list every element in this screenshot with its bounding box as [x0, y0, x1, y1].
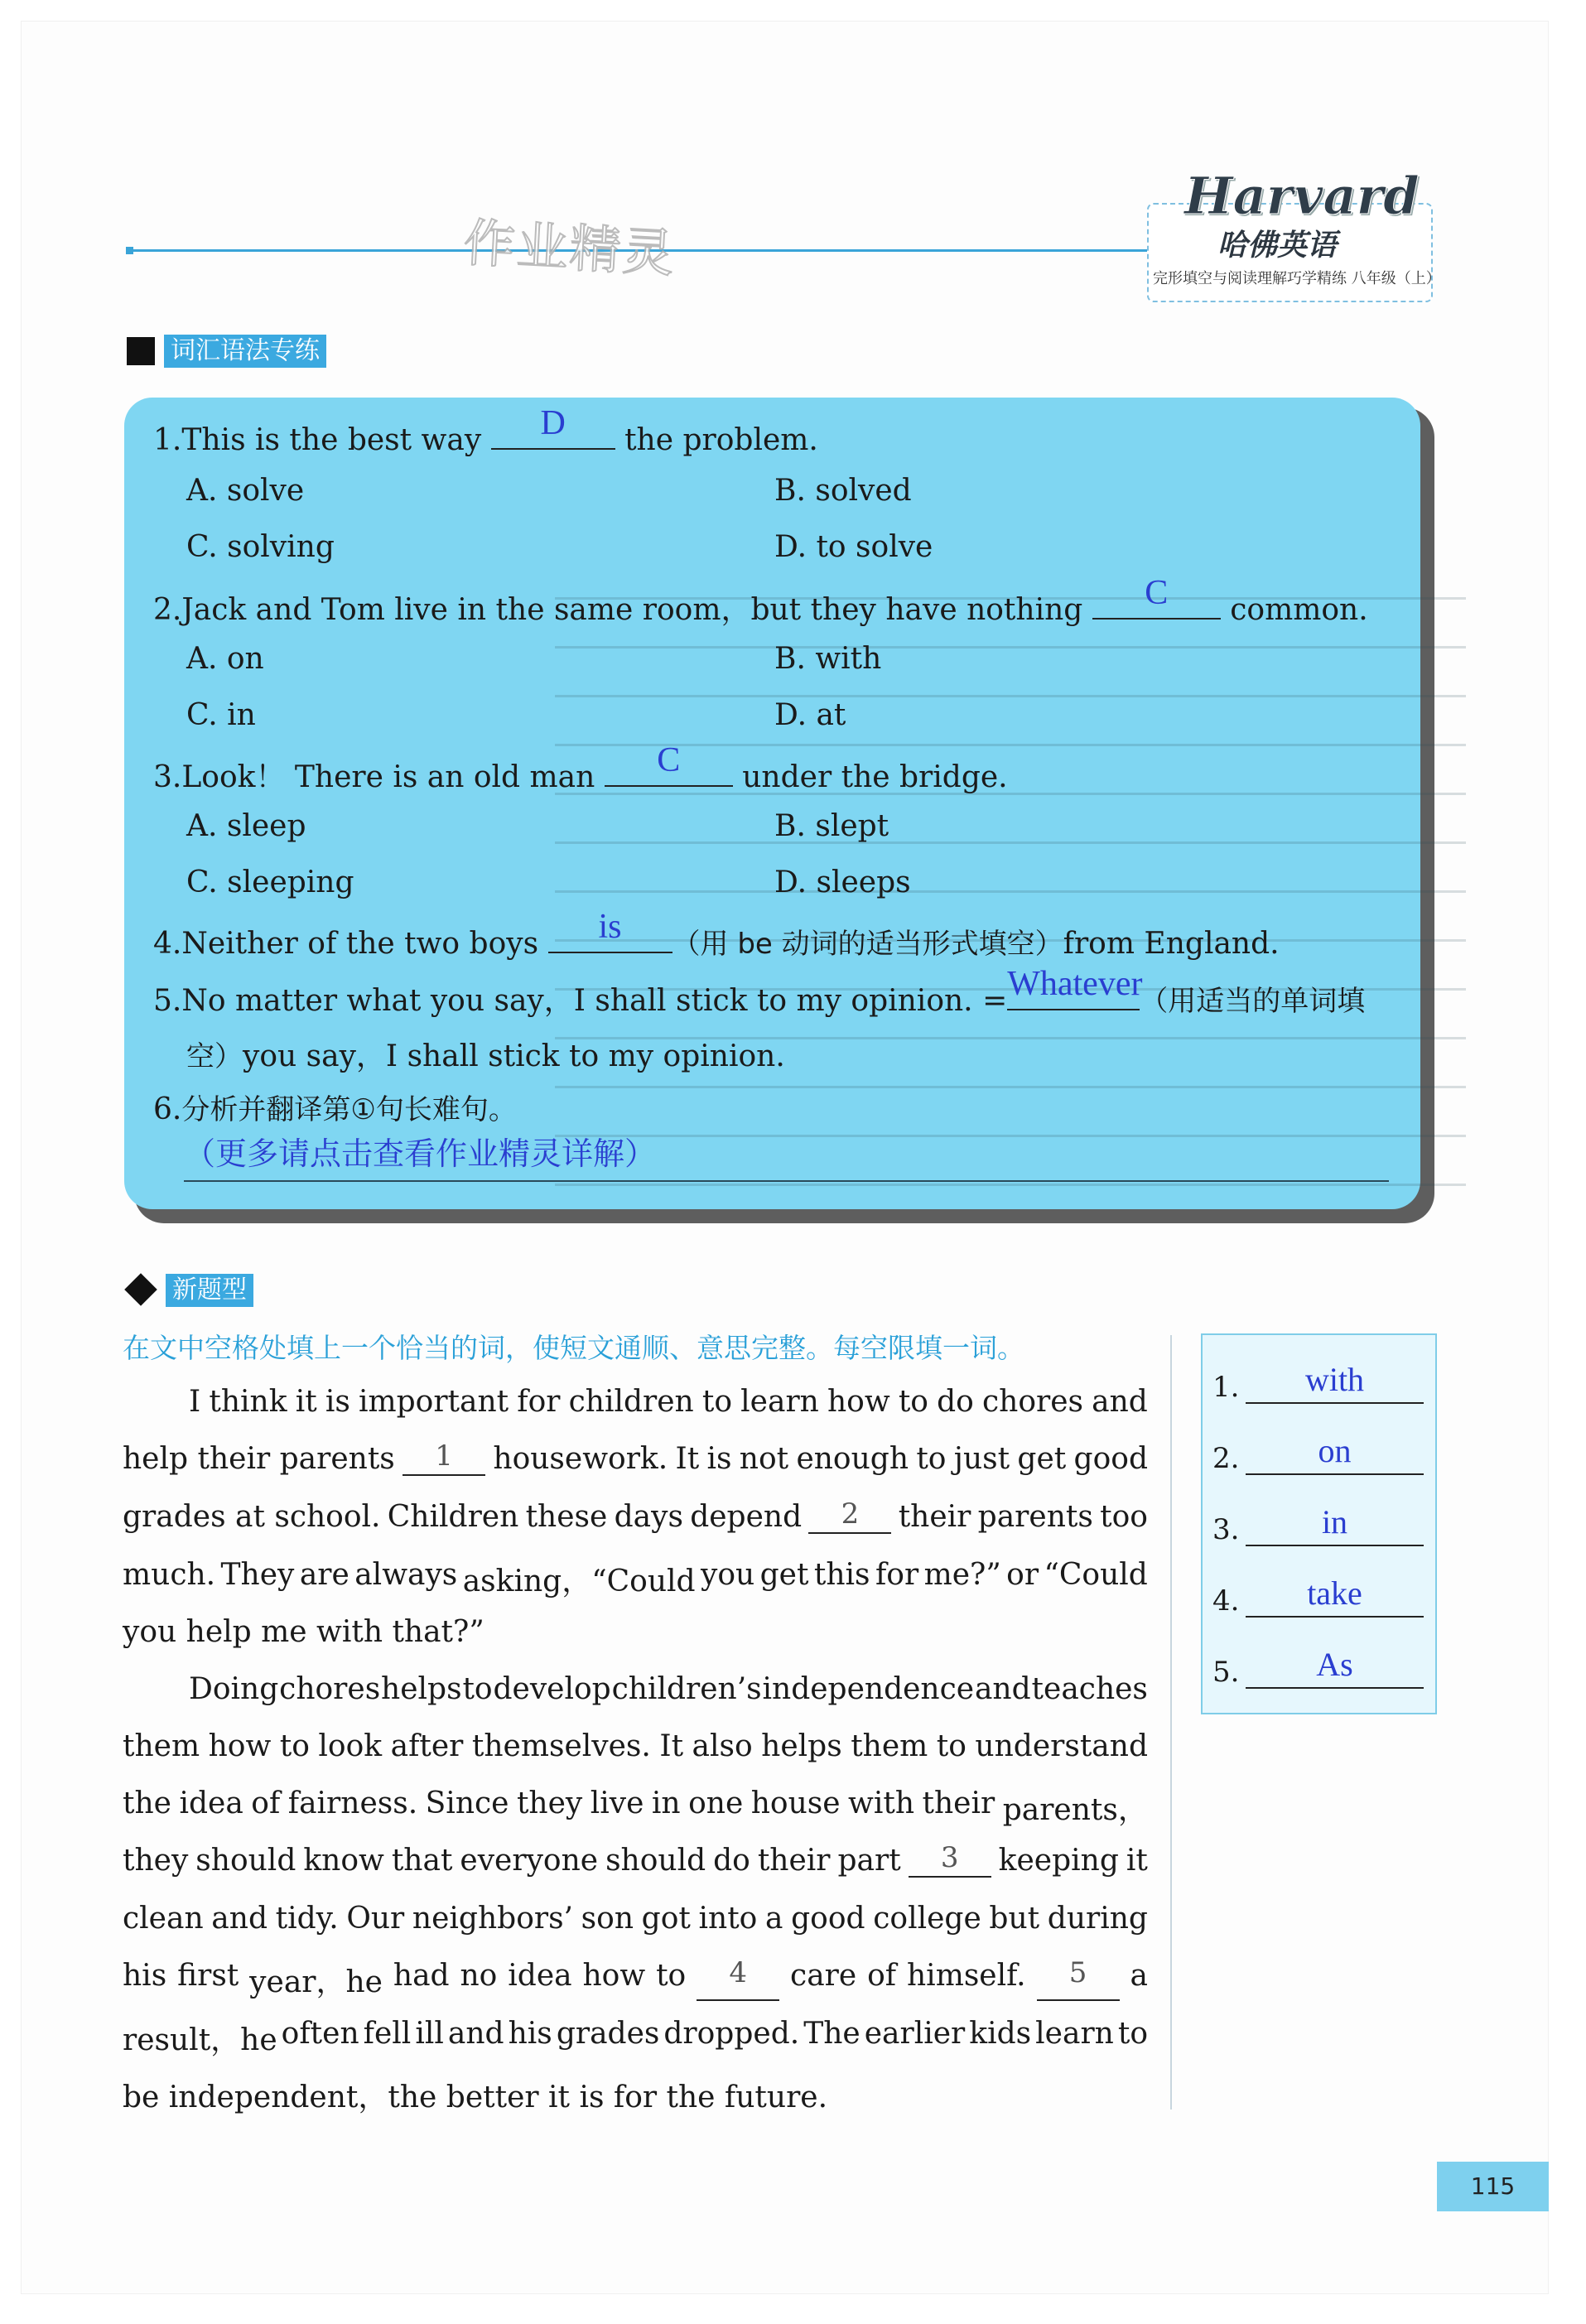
passage-word: after — [390, 1729, 464, 1763]
passage-word: to — [701, 1385, 733, 1419]
passage-line — [123, 1841, 1148, 1878]
passage-word: this — [813, 1558, 870, 1592]
passage-word: result，he — [123, 2023, 277, 2057]
passage-word: them — [851, 1729, 928, 1763]
passage-line — [123, 1615, 1148, 1649]
passage-word: be independent，the better it is for the future. — [123, 2081, 828, 2114]
passage-word: for — [517, 1385, 561, 1419]
passage-word: is — [706, 1442, 732, 1476]
answer-row: 2. on — [1212, 1425, 1424, 1475]
brand-logo-cn: 哈佛英语 — [1217, 229, 1338, 263]
passage-word: I — [189, 1385, 201, 1419]
option: D. sleeps — [774, 865, 911, 899]
option: B. with — [774, 642, 882, 676]
passage-word: Children — [387, 1500, 519, 1534]
answer-row: 1. with — [1212, 1354, 1424, 1404]
passage-word: everyone — [460, 1844, 599, 1878]
passage-word: fairness. — [287, 1786, 418, 1820]
passage-line — [123, 1902, 1148, 1936]
cloze-blank-3: 3 — [909, 1844, 991, 1878]
passage-word: part — [837, 1844, 901, 1878]
passage-word: you help me with that?” — [123, 1615, 484, 1649]
passage-word: idea — [508, 1959, 572, 1993]
passage-word: Since — [425, 1786, 509, 1820]
passage-word: dropped. — [663, 2017, 800, 2051]
passage-word: earlier — [864, 2017, 966, 2051]
passage-word: into — [698, 1902, 758, 1936]
passage-word: teaches — [1031, 1672, 1148, 1706]
passage-word: their — [898, 1500, 971, 1534]
passage-word: to — [936, 1729, 967, 1763]
passage-word: me?” — [923, 1558, 1001, 1592]
passage-word: It — [675, 1442, 700, 1476]
answer-blank: D — [491, 418, 615, 450]
passage-word: children — [568, 1385, 694, 1419]
passage-line — [123, 1439, 1148, 1476]
passage-word: live — [590, 1786, 644, 1820]
answer-row: 3. in — [1212, 1497, 1424, 1546]
passage-word: get — [1017, 1442, 1067, 1476]
option: A. sleep — [186, 809, 306, 843]
brand-logo-en: Harvard — [1184, 166, 1420, 226]
passage-word: in — [651, 1786, 681, 1820]
question-1: 1.This is the best way D the problem. — [153, 404, 818, 457]
passage-word: develop — [493, 1672, 611, 1706]
question-5: 5.No matter what you say，I shall stick to my opinion. = Whatever （用适当的单词填 — [153, 965, 1366, 1018]
passage-word: too — [1100, 1500, 1148, 1534]
passage-word: that — [391, 1844, 453, 1878]
cloze-blank-1: 1 — [403, 1442, 485, 1476]
question-5-cont: 空）you say，I shall stick to my opinion. — [186, 1039, 785, 1073]
passage-line — [123, 1497, 1148, 1534]
passage-word: parents — [977, 1500, 1093, 1534]
passage-word: to — [916, 1442, 947, 1476]
passage-word: always — [354, 1558, 458, 1592]
passage-word: should — [605, 1844, 706, 1878]
passage-word: or — [1006, 1558, 1039, 1592]
option: C. in — [186, 698, 256, 732]
passage-word: grades at school. — [123, 1500, 381, 1534]
passage-word: himself. — [907, 1959, 1026, 1993]
passage-word: house — [750, 1786, 841, 1820]
passage-word: got — [641, 1902, 691, 1936]
option: B. slept — [774, 809, 889, 843]
passage-word: help their parents — [123, 1442, 395, 1476]
question-2: 2.Jack and Tom live in the same room，but they have nothing C common. — [153, 574, 1368, 627]
passage-word: asking，“Could — [462, 1565, 696, 1598]
passage-word: good — [1073, 1442, 1148, 1476]
passage-word: first — [177, 1959, 239, 1993]
passage-word: had — [393, 1959, 450, 1993]
passage-word: to — [1117, 2017, 1148, 2051]
passage-word: “Could — [1044, 1558, 1148, 1592]
passage-word: are — [299, 1558, 349, 1592]
passage-word: think — [209, 1385, 287, 1419]
passage-word: much. — [123, 1558, 216, 1592]
passage-line — [123, 1729, 1148, 1763]
option: B. solved — [774, 474, 912, 508]
passage-word: housework. — [493, 1442, 668, 1476]
passage-word: but — [989, 1902, 1040, 1936]
passage-word: chores — [279, 1672, 381, 1706]
passage-word: look — [318, 1729, 383, 1763]
passage-word: should — [195, 1844, 296, 1878]
passage-word: year，he — [249, 1965, 383, 1999]
passage-line — [123, 1956, 1148, 2001]
passage-word: depend — [690, 1500, 803, 1534]
passage-word: children’s — [611, 1672, 762, 1706]
passage-line — [123, 1558, 1148, 1600]
passage-word: do — [713, 1844, 750, 1878]
option: C. sleeping — [186, 865, 354, 899]
question-4: 4.Neither of the two boys is （用 be 动词的适当形式填空）from England. — [153, 908, 1280, 961]
passage-word: to — [279, 1729, 310, 1763]
passage-word: a — [765, 1902, 783, 1936]
passage-word: often — [281, 2017, 359, 2051]
answer-blank: C — [1092, 588, 1221, 620]
question-6: 6.分析并翻译第①句长难句。 — [153, 1092, 517, 1126]
passage-word: a — [1130, 1959, 1148, 1993]
passage-line — [123, 2074, 1148, 2116]
passage-word: They — [220, 1558, 295, 1592]
passage-word: and — [447, 2017, 504, 2051]
passage-line — [123, 1786, 1148, 1829]
book-subtitle: 完形填空与阅读理解巧学精练 八年级（上） — [1153, 270, 1441, 287]
answer-blank: Whatever — [1007, 979, 1140, 1010]
answer-row: 4. take — [1212, 1568, 1424, 1618]
passage-word: college — [873, 1902, 981, 1936]
option: C. solving — [186, 530, 335, 564]
passage-word: learn — [740, 1385, 819, 1419]
instruction: 在文中空格处填上一个恰当的词，使短文通顺、意思完整。每空限填一词。 — [123, 1332, 1024, 1364]
passage-word: Doing — [189, 1672, 279, 1706]
watermark: 作业精灵 — [462, 212, 677, 284]
passage-word: their — [757, 1844, 831, 1878]
passage-word: The — [803, 2017, 860, 2051]
passage-word: chores — [981, 1385, 1083, 1419]
option: D. to solve — [774, 530, 933, 564]
passage-line — [189, 1672, 1148, 1706]
passage-word: of — [867, 1959, 897, 1993]
option: A. solve — [186, 474, 305, 508]
passage-word: his — [508, 2017, 552, 2051]
passage-word: idea — [179, 1786, 243, 1820]
passage-word: it — [1126, 1844, 1148, 1878]
passage-word: ill — [415, 2017, 444, 2051]
passage-word: independence — [762, 1672, 975, 1706]
cloze-blank-5: 5 — [1037, 1959, 1120, 2001]
passage-word: helps — [381, 1672, 462, 1706]
passage-word: is — [325, 1385, 350, 1419]
cloze-blank-4: 4 — [697, 1959, 779, 2001]
passage-word: them — [123, 1729, 200, 1763]
passage-word: not — [739, 1442, 789, 1476]
passage-word: tidy. — [275, 1902, 339, 1936]
passage-word: with — [848, 1786, 915, 1820]
passage-word: know — [303, 1844, 384, 1878]
passage-word: parents， — [1002, 1793, 1148, 1827]
passage-word: how — [827, 1385, 890, 1419]
passage-word: neighbors’ — [412, 1902, 574, 1936]
passage-word: keeping — [998, 1844, 1119, 1878]
passage-word: to — [656, 1959, 687, 1993]
passage-word: they — [516, 1786, 583, 1820]
passage-word: they — [123, 1844, 189, 1878]
passage-word: and — [211, 1902, 268, 1936]
passage-word: important — [358, 1385, 509, 1419]
passage-word: these — [525, 1500, 608, 1534]
passage-word: get — [759, 1558, 809, 1592]
passage-word: their — [922, 1786, 995, 1820]
passage-word: and — [1092, 1385, 1148, 1419]
passage-word: the — [123, 1786, 171, 1820]
passage-word: clean — [123, 1902, 204, 1936]
passage-word: and — [974, 1672, 1031, 1706]
answer-row: 5. As — [1212, 1639, 1424, 1689]
passage-word: care — [790, 1959, 857, 1993]
square-bullet-icon — [127, 337, 155, 365]
cloze-blank-2: 2 — [808, 1500, 891, 1534]
passage-word: grades — [556, 2017, 660, 2051]
passage-word: understand — [975, 1729, 1148, 1763]
passage-word: how — [208, 1729, 272, 1763]
answer-blank: is — [548, 922, 672, 953]
passage-word: Our — [346, 1902, 405, 1936]
section-tag-new-type: 新题型 — [166, 1274, 253, 1307]
passage-word: during — [1047, 1902, 1148, 1936]
option: A. on — [186, 642, 264, 676]
passage-line — [123, 2017, 1148, 2059]
passage-word: son — [581, 1902, 634, 1936]
passage-word: it — [295, 1385, 317, 1419]
passage-word: no — [460, 1959, 498, 1993]
answer-line — [184, 1180, 1389, 1182]
passage-word: just — [953, 1442, 1010, 1476]
question-3: 3.Look！ There is an old man C under the bridge. — [153, 741, 1008, 794]
passage-word: themselves. — [471, 1729, 651, 1763]
passage-word: fell — [363, 2017, 412, 2051]
passage-word: helps — [761, 1729, 842, 1763]
passage-word: learn — [1035, 2017, 1114, 2051]
answer-blank: C — [605, 755, 733, 787]
section-tag-vocab: 词汇语法专练 — [164, 335, 326, 368]
more-details-link[interactable]: （更多请点击查看作业精灵详解） — [184, 1135, 657, 1172]
page-number: 115 — [1437, 2162, 1549, 2211]
passage-word: enough — [796, 1442, 909, 1476]
column-divider — [1170, 1335, 1172, 2109]
passage-word: his — [123, 1959, 167, 1993]
passage-word: of — [251, 1786, 281, 1820]
passage-word: you — [701, 1558, 755, 1592]
passage-word: It — [659, 1729, 684, 1763]
passage-word: to — [462, 1672, 493, 1706]
passage-word: good — [791, 1902, 865, 1936]
passage-line — [189, 1385, 1148, 1419]
passage-word: one — [688, 1786, 744, 1820]
passage-word: kids — [969, 2017, 1032, 2051]
passage-word: how — [582, 1959, 646, 1993]
passage-word: to — [898, 1385, 928, 1419]
passage-word: also — [692, 1729, 753, 1763]
option: D. at — [774, 698, 846, 732]
passage-word: do — [937, 1385, 974, 1419]
passage-word: for — [875, 1558, 919, 1592]
passage-word: days — [614, 1500, 683, 1534]
